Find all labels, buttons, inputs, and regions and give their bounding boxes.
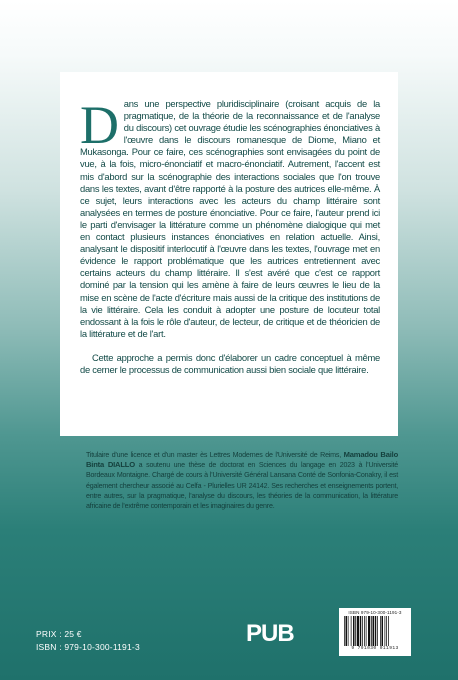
- barcode-bar: [385, 616, 386, 646]
- barcode-bar: [355, 616, 356, 646]
- barcode-bar: [380, 616, 381, 646]
- barcode-bar: [346, 616, 348, 646]
- barcode-digits: 9 791030 011913: [351, 646, 399, 651]
- author-bio: [86, 450, 398, 511]
- barcode-bar: [368, 616, 370, 646]
- summary-panel: [60, 72, 398, 436]
- publisher-logo-text: PUB: [246, 620, 294, 647]
- publisher-logo: [246, 620, 294, 648]
- barcode-bar: [388, 616, 389, 646]
- barcode-bar: [366, 616, 367, 646]
- barcode-bar: [360, 616, 362, 646]
- barcode-isbn-text: ISBN 979-10-300-1191-3: [348, 610, 402, 615]
- barcode-bar: [362, 616, 363, 646]
- barcode-bar: [375, 616, 377, 646]
- isbn-label: ISBN : 979-10-300-1191-3: [36, 642, 140, 652]
- barcode-bar: [364, 616, 365, 646]
- barcode-bars: [343, 616, 407, 646]
- barcode-bar: [371, 616, 372, 646]
- author-name: Mamadou Bailo Binta DIALLO: [86, 450, 399, 470]
- barcode-bar: [382, 616, 384, 646]
- price-block: [36, 628, 140, 654]
- drop-cap: D: [80, 95, 119, 155]
- barcode-bar: [373, 616, 375, 646]
- author-bio-rest: a soutenu une thèse de doctorat en Sciences du langage en 2023 à l'Université Bordeaux Montaigne. Chargé de cours à l'Université Général Lansana Conté de Sonfonia-Conakry, il est également chercheur associé au Celfa - Plurielles UR 24142. Ses recherches et enseignements portent, entre autres, sur la pragmatique, l'analyse du discours, les théories de la communication, la littérature africaine de l'extrême contemporain et les imaginaires du genre.: [86, 461, 398, 511]
- author-bio-intro: Titulaire d'une licence et d'un master ès Lettres Modernes de l'Université de Reims,: [86, 451, 344, 459]
- barcode-bar: [344, 616, 345, 646]
- barcode-bar: [348, 616, 349, 646]
- barcode-bar: [386, 616, 387, 646]
- barcode-bar: [351, 616, 352, 646]
- summary-paragraph-2: Cette approche a permis donc d'élaborer un cadre conceptuel à même de cerner le processus de communication aussi bien sociale que littéraire.: [80, 351, 380, 375]
- barcode: [339, 608, 411, 656]
- barcode-bar: [353, 616, 355, 646]
- barcode-bar: [377, 616, 378, 646]
- barcode-bar: [357, 616, 359, 646]
- summary-paragraph-1-text: ans une perspective pluridisciplinaire (croisant acquis de la pragmatique, de la théorie de la reconnaissance et de l'analyse du discours) cet ouvrage étudie les scénographies énonciatives à l'œuvre dans le discours romanesque de Diome, Miano et Mukasonga. Pour ce faire, ces scénographies sont envisagées du point de vue, à la fois, micro-énonciatif et macro-énonciatif. Autrement, l'accent est mis d'abord sur la scénographie des interactions sociales que l'on trouve dans les textes, avant d'être rapporté à la posture des autrices elle-même. À ce sujet, leurs interactions avec les acteurs du champ littéraire sont analysées en termes de posture énonciative. Pour ce faire, l'auteur prend ici le parti d'envisager la littérature comme un phénomène dialogique qui met en contact plusieurs instances énonciatives en relation actuelle. Ainsi, analysant le dispositif interlocutif à l'œuvre dans les textes, l'ouvrage met en évidence le rapport problématique que les autrices entretiennent avec certains acteurs du champ littéraire. Il s'est avéré que c'est ce rapport dominé par la tension qui les amène à faire de leurs œuvres le lieu de la mise en scène de l'acte d'écriture mais aussi de la critique des institutions de la vie littéraire. Cela les conduit à adopter une posture de locuteur total endossant à la fois le rôle d'auteur, de lecteur, de critique et de théoricien de la littérature et de l'art.: [80, 98, 380, 339]
- price-label: PRIX : 25 €: [36, 629, 82, 639]
- summary-paragraph-1: [80, 95, 380, 340]
